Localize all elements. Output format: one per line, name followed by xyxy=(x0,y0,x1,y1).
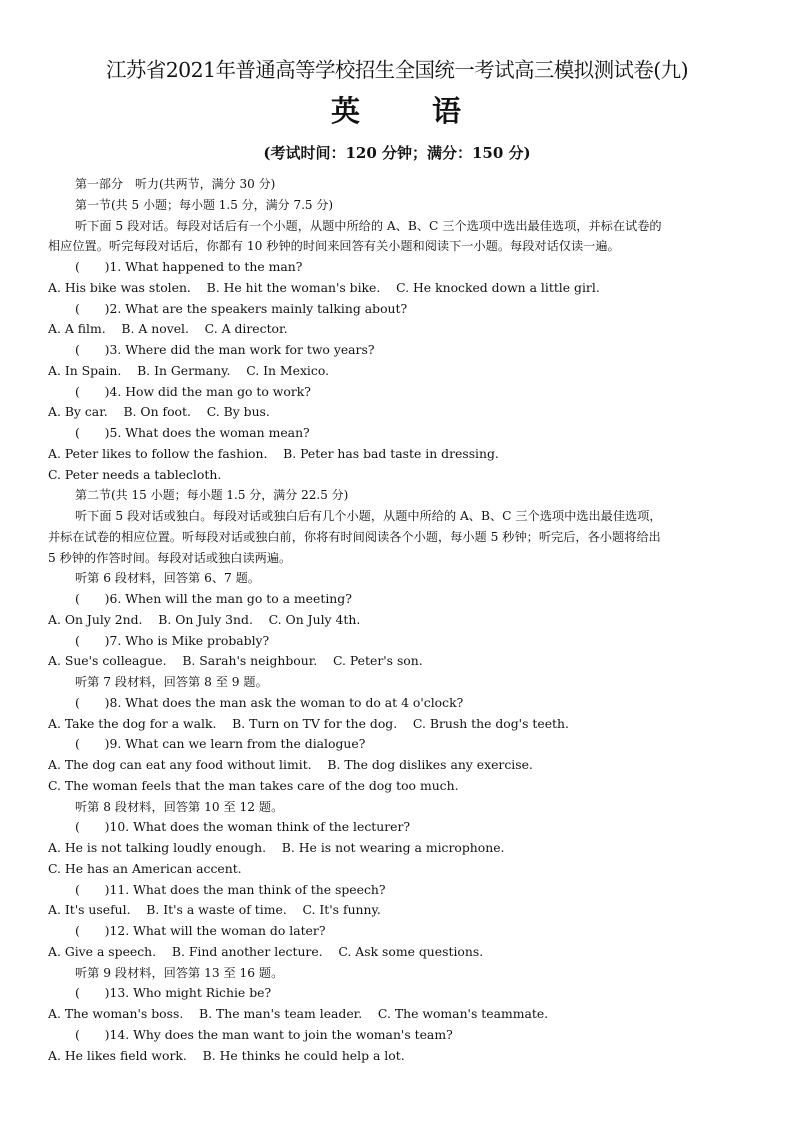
subject-heading xyxy=(0,92,794,130)
subject-char: 英 xyxy=(330,94,362,128)
question-stem: ( )14. Why does the man want to join the woman's team? xyxy=(75,1026,453,1042)
material-heading: 听第 7 段材料，回答第 8 至 9 题。 xyxy=(75,675,268,689)
instruction-text: 听下面 5 段对话或独白。每段对话或独白后有几个小题，从题中所给的 A、B、C 三个选项中选出最佳选项， xyxy=(75,509,662,523)
question-options: A. By car. B. On foot. C. By bus. xyxy=(48,404,270,420)
question-stem: ( )5. What does the woman mean? xyxy=(75,425,310,440)
question-stem: ( )13. Who might Richie be? xyxy=(75,985,272,1001)
question-stem: ( )6. When will the man go to a meeting? xyxy=(75,591,352,606)
instruction-text: 5 秒钟的作答时间。每段对话或独白读两遍。 xyxy=(48,550,292,565)
question-options: A. He likes field work. B. He thinks he could help a lot. xyxy=(48,1047,405,1063)
material-heading: 听第 6 段材料，回答第 6、7 题。 xyxy=(75,571,261,586)
material-heading: 听第 8 段材料，回答第 10 至 12 题。 xyxy=(75,799,284,814)
section-heading: 第二节(共 15 小题；每小题 1.5 分，满分 22.5 分) xyxy=(75,488,349,503)
question-options: A. Peter likes to follow the fashion. B. Peter has bad taste in dressing. xyxy=(48,445,499,461)
question-options: A. The dog can eat any food without limit. B. The dog dislikes any exercise. xyxy=(48,757,533,772)
question-stem: ( )4. How did the man go to work? xyxy=(75,383,311,399)
exam-time-score: (考试时间：120 分钟；满分：150 分) xyxy=(263,144,531,162)
exam-title: 江苏省2021年普通高等学校招生全国统一考试高三模拟测试卷(九) xyxy=(106,58,688,82)
question-stem: ( )7. Who is Mike probably? xyxy=(75,632,270,648)
instruction-text: 并标在试卷的相应位置。听每段对话或独白前，你将有时间阅读各个小题，每小题 5 秒钟；听完后，各小题将给出 xyxy=(48,529,661,544)
question-options: A. On July 2nd. B. On July 3nd. C. On July 4th. xyxy=(48,611,361,627)
question-options: C. Peter needs a tablecloth. xyxy=(48,466,222,482)
instruction-text: 听下面 5 段对话。每段对话后有一个小题，从题中所给的 A、B、C 三个选项中选出最佳选项，并标在试卷的 xyxy=(75,218,662,233)
exam-content xyxy=(48,174,748,1066)
part-heading: 第一部分 听力(共两节，满分 30 分) xyxy=(75,177,276,191)
section-heading: 第一节(共 5 小题；每小题 1.5 分，满分 7.5 分) xyxy=(75,197,334,212)
question-options: A. His bike was stolen. B. He hit the woman's bike. C. He knocked down a little girl. xyxy=(48,279,600,295)
question-stem: ( )2. What are the speakers mainly talking about? xyxy=(75,300,408,316)
subject-char: 语 xyxy=(432,94,464,128)
question-stem: ( )10. What does the woman think of the lecturer? xyxy=(75,819,411,835)
question-stem: ( )3. Where did the man work for two years? xyxy=(75,342,375,357)
question-options: A. In Spain. B. In Germany. C. In Mexico. xyxy=(48,362,330,378)
question-options: A. It's useful. B. It's a waste of time. C. It's funny. xyxy=(48,902,381,918)
question-options: A. A film. B. A novel. C. A director. xyxy=(48,321,288,337)
question-stem: ( )8. What does the man ask the woman to do at 4 o'clock? xyxy=(75,694,464,710)
question-stem: ( )11. What does the man think of the speech? xyxy=(75,881,386,897)
material-heading: 听第 9 段材料，回答第 13 至 16 题。 xyxy=(75,965,284,980)
question-options: A. Take the dog for a walk. B. Turn on TV for the dog. C. Brush the dog's teeth. xyxy=(48,715,569,731)
question-options: C. The woman feels that the man takes care of the dog too much. xyxy=(48,777,459,793)
question-stem: ( )12. What will the woman do later? xyxy=(75,923,326,938)
question-options: A. The woman's boss. B. The man's team leader. C. The woman's teammate. xyxy=(48,1006,549,1021)
question-options: C. He has an American accent. xyxy=(48,860,242,876)
question-options: A. He is not talking loudly enough. B. He is not wearing a microphone. xyxy=(48,840,505,855)
question-options: A. Sue's colleague. B. Sarah's neighbour. C. Peter's son. xyxy=(48,653,423,669)
instruction-text: 相应位置。听完每段对话后，你都有 10 秒钟的时间来回答有关小题和阅读下一小题。每段对话仅读一遍。 xyxy=(48,239,620,254)
question-stem: ( )9. What can we learn from the dialogue? xyxy=(75,736,366,752)
question-stem: ( )1. What happened to the man? xyxy=(75,259,303,274)
question-options: A. Give a speech. B. Find another lecture. C. Ask some questions. xyxy=(48,943,484,959)
